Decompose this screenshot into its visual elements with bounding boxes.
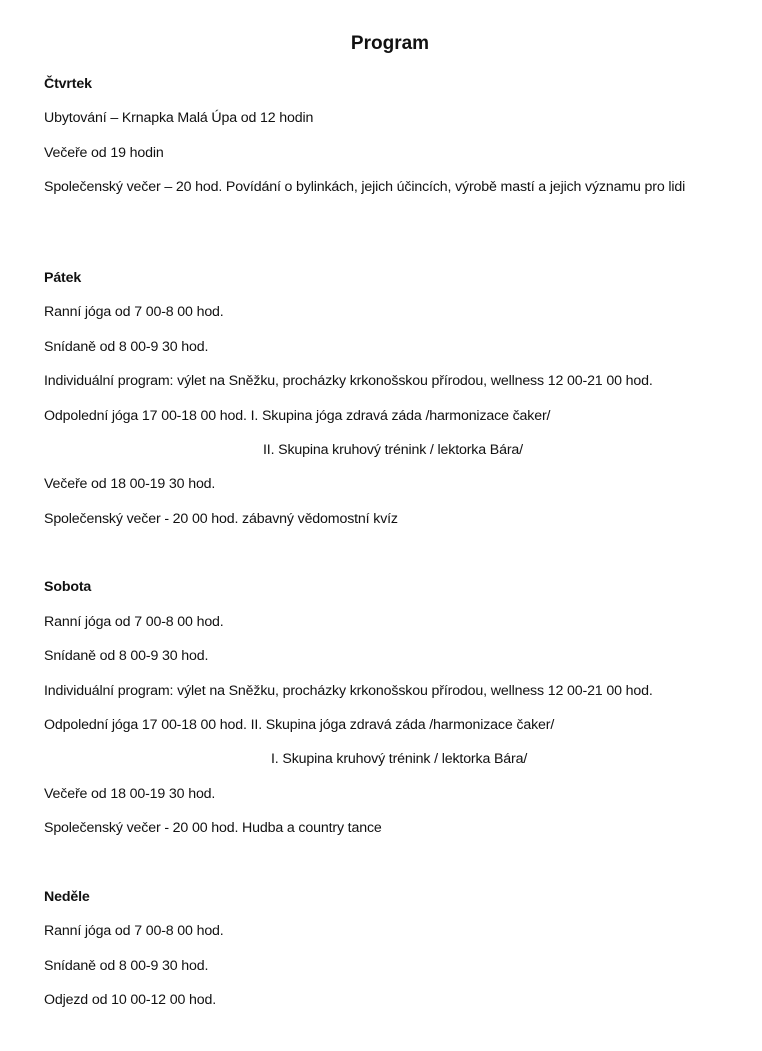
schedule-item: Snídaně od 8 00-9 30 hod. — [44, 958, 209, 974]
schedule-item: Večeře od 19 hodin — [44, 145, 164, 161]
schedule-item: Odpolední jóga 17 00-18 00 hod. II. Skupina jóga zdravá záda /harmonizace čaker/ — [44, 717, 555, 733]
schedule-item: Společenský večer - 20 00 hod. zábavný vědomostní kvíz — [44, 511, 398, 527]
schedule-item-continuation: I. Skupina kruhový trénink / lektorka Bára/ — [271, 751, 528, 767]
schedule-item: Společenský večer – 20 hod. Povídání o bylinkách, jejich účincích, výrobě mastí a jejich významu pro lidi — [44, 179, 686, 195]
schedule-item: Ranní jóga od 7 00-8 00 hod. — [44, 614, 224, 630]
schedule-item: Snídaně od 8 00-9 30 hod. — [44, 648, 209, 664]
schedule-item: Snídaně od 8 00-9 30 hod. — [44, 339, 209, 355]
schedule-item-continuation: II. Skupina kruhový trénink / lektorka Bára/ — [263, 442, 523, 458]
schedule-item: Ranní jóga od 7 00-8 00 hod. — [44, 923, 224, 939]
day-heading-friday: Pátek — [44, 270, 82, 286]
day-heading-thursday: Čtvrtek — [44, 76, 92, 92]
schedule-item: Individuální program: výlet na Sněžku, procházky krkonošskou přírodou, wellness 12 00-21 00 hod. — [44, 373, 653, 389]
schedule-item: Individuální program: výlet na Sněžku, procházky krkonošskou přírodou, wellness 12 00-21 00 hod. — [44, 683, 653, 699]
day-heading-saturday: Sobota — [44, 579, 92, 595]
schedule-item: Odjezd od 10 00-12 00 hod. — [44, 992, 217, 1008]
schedule-item: Ubytování – Krnapka Malá Úpa od 12 hodin — [44, 110, 314, 126]
schedule-item: Ranní jóga od 7 00-8 00 hod. — [44, 304, 224, 320]
schedule-item: Večeře od 18 00-19 30 hod. — [44, 786, 216, 802]
schedule-item: Odpolední jóga 17 00-18 00 hod. I. Skupina jóga zdravá záda /harmonizace čaker/ — [44, 408, 551, 424]
day-heading-sunday: Neděle — [44, 889, 90, 905]
schedule-item: Společenský večer - 20 00 hod. Hudba a country tance — [44, 820, 382, 836]
schedule-item: Večeře od 18 00-19 30 hod. — [44, 476, 216, 492]
page-title: Program — [350, 33, 430, 54]
